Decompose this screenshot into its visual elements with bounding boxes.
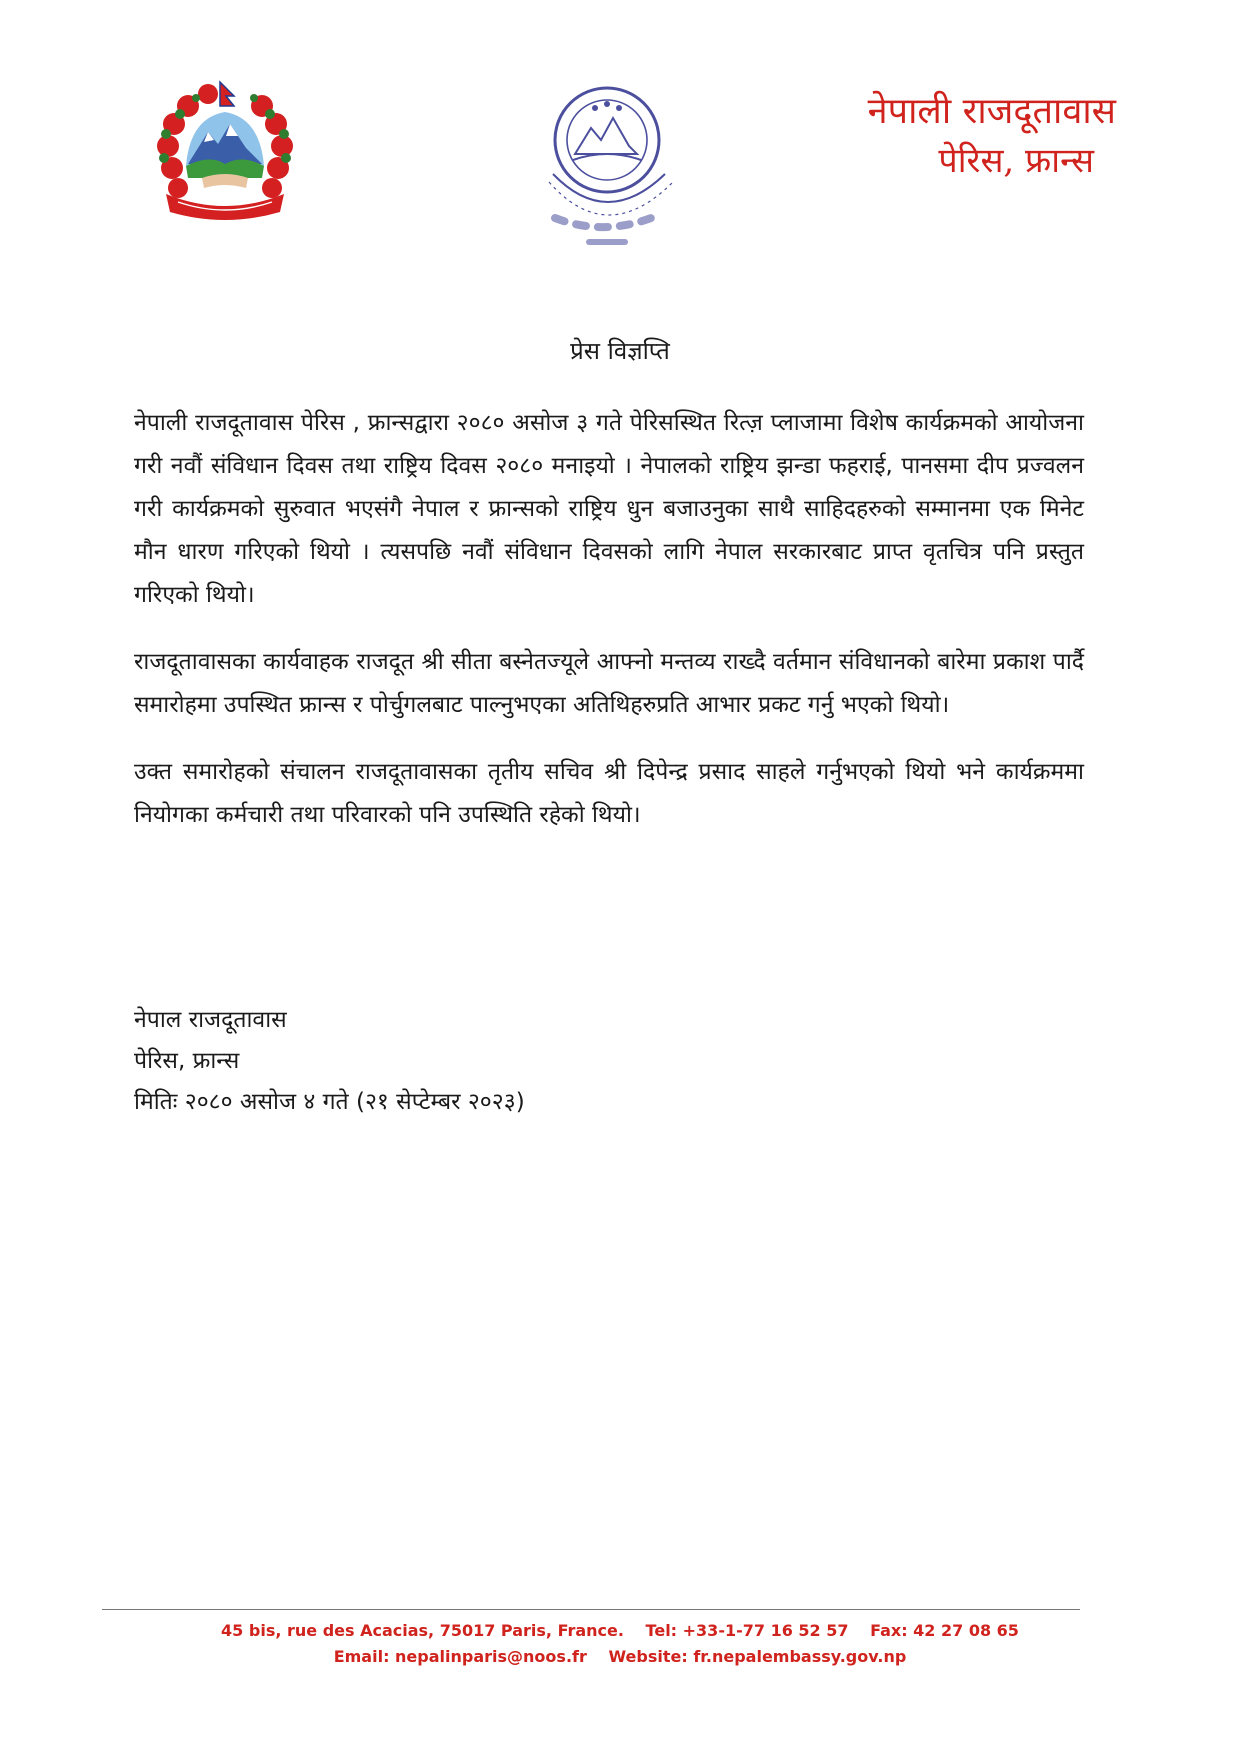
embassy-name-line1: नेपाली राजदूतावास bbox=[867, 91, 1116, 132]
embassy-stamp-icon bbox=[525, 78, 705, 258]
footer-contact bbox=[0, 1618, 1240, 1670]
paragraph-1: नेपाली राजदूतावास पेरिस , फ्रान्सद्वारा २०८० असोज ३ गते पेरिसस्थित रित्ज़ प्लाजामा विशेष कार्यक्रमको आयोजना गरी नवौं संविधान दिवस तथा राष्ट्रिय दिवस २०८० मनाइयो । नेपालको राष्ट्रिय झन्डा फहराई, पानसमा दीप प्रज्वलन गरी कार्यक्रमको सुरुवात भएसंगै नेपाल र फ्रान्सको राष्ट्रिय धुन बजाउनुका साथै साहिदहरुको सम्मानमा एक मिनेट मौन धारण गरिएको थियो । त्यसपछि नवौं संविधान दिवसको लागि नेपाल सरकारबाट प्राप्त वृतचित्र पनि प्रस्तुत गरिएको थियो। bbox=[134, 410, 1084, 608]
footer-tel: Tel: +33-1-77 16 52 57 bbox=[645, 1621, 849, 1640]
paragraph-3: उक्त समारोहको संचालन राजदूतावासका तृतीय सचिव श्री दिपेन्द्र प्रसाद साहले गर्नुभएको थियो भने कार्यक्रममा नियोगका कर्मचारी तथा परिवारको पनि उपस्थिति रहेको थियो। bbox=[134, 759, 1084, 828]
footer-address: 45 bis, rue des Acacias, 75017 Paris, France. bbox=[221, 1621, 624, 1640]
footer-website[interactable]: Website: fr.nepalembassy.gov.np bbox=[608, 1647, 907, 1666]
signature-org: नेपाल राजदूतावास bbox=[134, 1007, 287, 1033]
footer-line-2 bbox=[0, 1644, 1240, 1670]
footer-fax: Fax: 42 27 08 65 bbox=[870, 1621, 1019, 1640]
signature-location: पेरिस, फ्रान्स bbox=[134, 1048, 240, 1074]
embassy-name-line2: पेरिस, फ्रान्स bbox=[938, 141, 1094, 181]
footer-email[interactable]: Email: nepalinparis@noos.fr bbox=[333, 1647, 587, 1666]
document-title: प्रेस विज्ञप्ति bbox=[570, 337, 670, 365]
signature-block bbox=[134, 1000, 525, 1123]
press-release-body bbox=[134, 402, 1084, 861]
footer-line-1 bbox=[0, 1618, 1240, 1644]
signature-date: मितिः २०८० असोज ४ गते (२१ सेप्टेम्बर २०२३) bbox=[134, 1089, 525, 1115]
footer-divider bbox=[102, 1609, 1080, 1610]
embassy-name-header bbox=[868, 88, 1116, 186]
nepal-coat-of-arms-icon bbox=[150, 78, 300, 228]
paragraph-2: राजदूतावासका कार्यवाहक राजदूत श्री सीता बस्नेतज्यूले आफ्नो मन्तव्य राख्दै वर्तमान संविधानको बारेमा प्रकाश पार्दै समारोहमा उपस्थित फ्रान्स र पोर्चुगलबाट पाल्नुभएका अतिथिहरुप्रति आभार प्रकट गर्नु भएको थियो। bbox=[134, 649, 1084, 718]
